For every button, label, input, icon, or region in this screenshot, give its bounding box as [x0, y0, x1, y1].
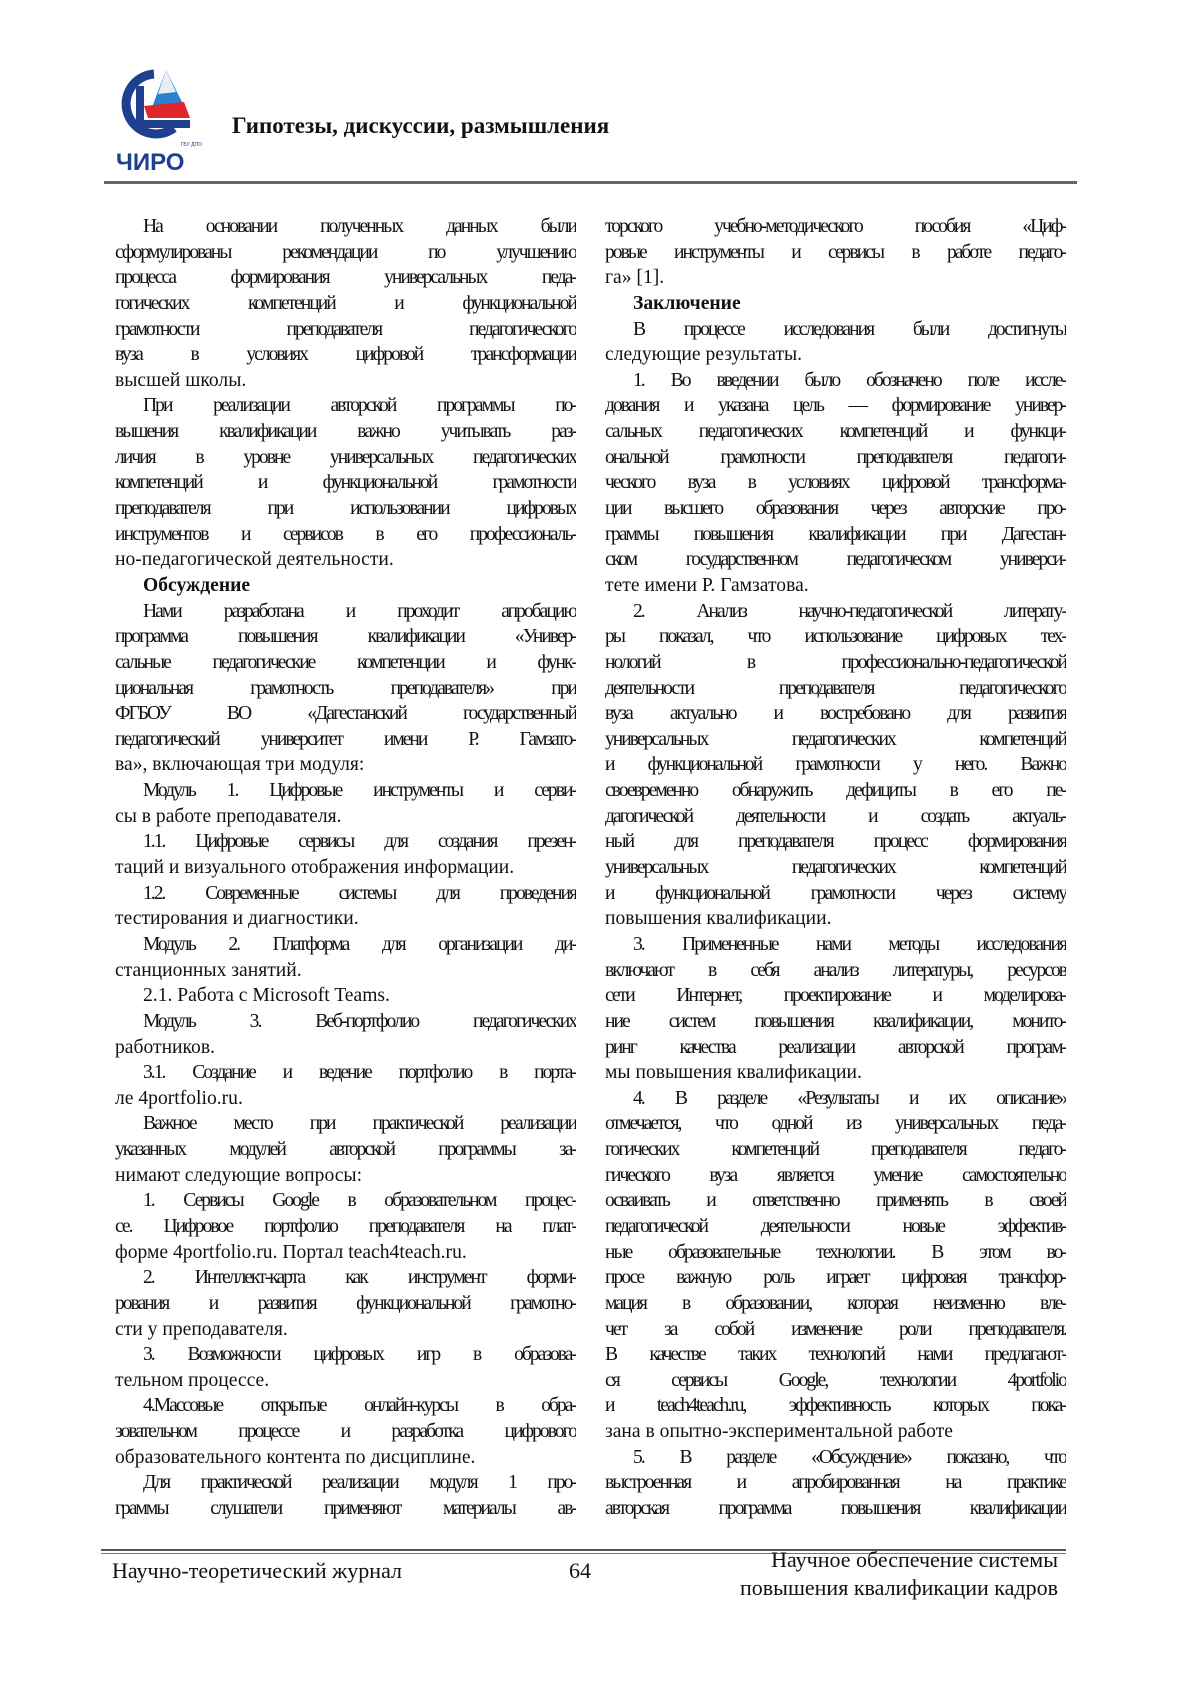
text-line — [115, 265, 576, 291]
text-line — [605, 445, 1066, 471]
text-line — [605, 1470, 1066, 1496]
text-line — [115, 1035, 576, 1061]
text-line-content: 3. Возможности цифровых игр в образова- — [143, 1344, 576, 1365]
footer-series-line1: Научное обеспечение системы — [740, 1546, 1058, 1574]
text-line-content: циональная грамотность преподавателя» при — [115, 678, 576, 699]
text-line-content: педагогической деятельности новые эффектив- — [605, 1216, 1066, 1237]
text-line-content: осваивать и ответственно применять в своей — [605, 1190, 1066, 1211]
text-line — [115, 419, 576, 445]
text-line — [605, 1393, 1066, 1419]
text-line-content: сы в работе преподавателя. — [115, 806, 342, 827]
text-line-content: таций и визуального отображения информации. — [115, 857, 514, 878]
text-line-content: процесса формирования универсальных педа- — [115, 267, 576, 288]
text-line-content: грамотности преподавателя педагогического — [115, 319, 576, 340]
text-line — [115, 906, 576, 932]
text-line-content: тельном процессе. — [115, 1370, 269, 1391]
paragraph — [115, 1188, 576, 1265]
text-line — [605, 701, 1066, 727]
text-line-content: сальные педагогические компетенции и функ- — [115, 652, 576, 673]
text-line-content: 4. В разделе «Результаты и их описание» — [633, 1088, 1066, 1109]
text-line-content: и функциональной грамотности через систему — [605, 883, 1066, 904]
text-line — [115, 547, 576, 573]
text-line — [605, 804, 1066, 830]
paragraph — [115, 983, 576, 1009]
text-line — [115, 445, 576, 471]
text-line — [605, 240, 1066, 266]
text-line-content: мы повышения квалификации. — [605, 1062, 862, 1083]
text-line-content: 1. Сервисы Google в образовательном процес- — [143, 1190, 576, 1211]
text-line — [115, 727, 576, 753]
text-line — [115, 496, 576, 522]
paragraph — [115, 393, 576, 572]
paragraph — [605, 1086, 1066, 1445]
text-line — [605, 1265, 1066, 1291]
paragraph — [605, 599, 1066, 932]
text-line-content: и teach4teach.ru, эффективность которых пока- — [605, 1395, 1066, 1416]
paragraph — [115, 1111, 576, 1188]
text-line-content: 2. Интеллект-карта как инструмент форми- — [143, 1267, 576, 1288]
text-line — [605, 932, 1066, 958]
text-line-content: ры показал, что использование цифровых тех- — [605, 626, 1066, 647]
text-line-content: сальных педагогических компетенций и функци- — [605, 421, 1066, 442]
paragraph — [115, 1393, 576, 1470]
text-line — [605, 599, 1066, 625]
text-line — [605, 727, 1066, 753]
paragraph — [115, 1060, 576, 1111]
text-line — [605, 881, 1066, 907]
text-line — [605, 419, 1066, 445]
text-line — [115, 214, 576, 240]
text-line-content: га» [1]. — [605, 267, 664, 288]
header-divider — [104, 181, 1077, 184]
text-line-content: своевременно обнаружить дефициты в его пе- — [605, 780, 1066, 801]
paragraph — [115, 932, 576, 983]
text-line — [605, 958, 1066, 984]
text-line — [605, 1342, 1066, 1368]
text-line — [115, 701, 576, 727]
text-line — [115, 829, 576, 855]
text-line-content: торского учебно-методического пособия «Циф- — [605, 216, 1066, 237]
text-line — [605, 1368, 1066, 1394]
text-line-content: ный для преподавателя процесс формирования — [605, 831, 1066, 852]
text-line — [605, 470, 1066, 496]
text-line-content: дагогической деятельности и создать актуаль- — [605, 806, 1066, 827]
text-line-content: ринг качества реализации авторской програм- — [605, 1037, 1066, 1058]
text-line-content: Важное место при практической реализации — [143, 1113, 576, 1134]
text-line — [605, 1317, 1066, 1343]
text-line-content: педагогический университет имени Р. Гамзато- — [115, 729, 576, 750]
text-line-content: ции высшего образования через авторские про- — [605, 498, 1066, 519]
text-line — [115, 1342, 576, 1368]
text-line-content: инструментов и сервисов в его профессиональ- — [115, 524, 576, 545]
text-line-content: компетенций и функциональной грамотности — [115, 472, 576, 493]
text-line — [115, 983, 576, 1009]
text-line-content: 4.Массовые открытые онлайн-курсы в обра- — [143, 1395, 576, 1416]
text-line-content: просе важную роль играет цифровая трансфор- — [605, 1267, 1066, 1288]
text-line — [605, 522, 1066, 548]
text-line — [115, 522, 576, 548]
text-line-content: универсальных педагогических компетенций — [605, 857, 1066, 878]
text-line-content: зовательном процессе и разработка цифрового — [115, 1421, 576, 1442]
right-column — [605, 214, 1066, 1522]
text-line-content: 5. В разделе «Обсуждение» показано, что — [633, 1447, 1066, 1468]
text-line-content: Модуль 2. Платформа для организации ди- — [143, 934, 576, 955]
text-line-content: вуза актуально и востребовано для развития — [605, 703, 1066, 724]
text-line-content: образовательного контента по дисциплине. — [115, 1447, 475, 1468]
text-line-content: се. Цифровое портфолио преподавателя на плат- — [115, 1216, 576, 1237]
paragraph — [605, 214, 1066, 291]
text-line-content: Нами разработана и проходит апробацию — [143, 601, 576, 622]
text-line-content: 2.1. Работа с Microsoft Teams. — [143, 985, 390, 1006]
text-line — [605, 676, 1066, 702]
text-line-content: ском государственном педагогическом универси- — [605, 549, 1066, 570]
text-line-content: рования и развития функциональной грамотно- — [115, 1293, 576, 1314]
text-line — [605, 778, 1066, 804]
text-line-content: 1. Во введении было обозначено поле иссле- — [633, 370, 1066, 391]
text-line — [605, 906, 1066, 932]
text-line — [115, 1111, 576, 1137]
text-line — [115, 368, 576, 394]
text-line — [605, 214, 1066, 240]
paragraph — [115, 1009, 576, 1060]
text-line-content: вуза в условиях цифровой трансформации — [115, 344, 576, 365]
text-line-content: сформулированы рекомендации по улучшению — [115, 242, 576, 263]
text-line-content: ческого вуза в условиях цифровой трансформа- — [605, 472, 1066, 493]
text-line — [115, 1368, 576, 1394]
text-line-content: нимают следующие вопросы: — [115, 1165, 362, 1186]
text-line — [115, 1496, 576, 1522]
text-line — [605, 1445, 1066, 1471]
text-line-content: ровые инструменты и сервисы в работе педаго- — [605, 242, 1066, 263]
text-line-content: Заключение — [633, 293, 741, 314]
text-line — [605, 983, 1066, 1009]
text-line — [605, 1240, 1066, 1266]
text-line — [605, 265, 1066, 291]
text-line — [605, 1137, 1066, 1163]
text-line-content: деятельности преподавателя педагогического — [605, 678, 1066, 699]
text-line-content: гического вуза является умение самостоятельно — [605, 1165, 1066, 1186]
text-line — [605, 496, 1066, 522]
text-line-content: нологий в профессионально-педагогической — [605, 652, 1066, 673]
footer-series-line2: повышения квалификации кадров — [740, 1574, 1058, 1602]
paragraph — [605, 932, 1066, 1086]
text-line — [115, 1137, 576, 1163]
text-line-content: 2. Анализ научно-педагогической литерату- — [633, 601, 1066, 622]
text-line-content: сети Интернет, проектирование и моделирова- — [605, 985, 1066, 1006]
text-line — [115, 317, 576, 343]
paragraph — [115, 1265, 576, 1342]
text-line-content: гогических компетенций и функциональной — [115, 293, 576, 314]
text-line — [115, 650, 576, 676]
text-line-content: граммы повышения квалификации при Дагестан- — [605, 524, 1066, 545]
text-line — [115, 1445, 576, 1471]
text-line — [605, 393, 1066, 419]
text-line — [115, 1240, 576, 1266]
text-line-content: мация в образовании, которая неизменно вле- — [605, 1293, 1066, 1314]
text-line-content: ся сервисы Google, технологии 4portfolio — [605, 1370, 1066, 1391]
text-line-content: чет за собой изменение роли преподавателя. — [605, 1319, 1066, 1340]
text-line-content: Для практической реализации модуля 1 про- — [143, 1472, 576, 1493]
text-line-content: При реализации авторской программы по- — [143, 395, 576, 416]
text-line — [605, 1035, 1066, 1061]
text-line — [605, 1163, 1066, 1189]
text-line — [115, 240, 576, 266]
text-line — [605, 855, 1066, 881]
text-line-content: и функциональной грамотности у него. Важно — [605, 754, 1066, 775]
text-line — [605, 573, 1066, 599]
text-line-content: Обсуждение — [143, 575, 250, 596]
text-line — [605, 1060, 1066, 1086]
text-line-content: отмечается, что одной из универсальных педа- — [605, 1113, 1066, 1134]
text-line-content: указанных модулей авторской программы за- — [115, 1139, 576, 1160]
text-line — [115, 1393, 576, 1419]
logo-text: ЧИРО — [116, 149, 184, 174]
text-line-content: дования и указана цель — формирование универ- — [605, 395, 1066, 416]
footer-journal: Научно-теоретический журнал — [112, 1558, 402, 1584]
text-line — [115, 778, 576, 804]
text-line — [605, 1188, 1066, 1214]
text-line-content: сти у преподавателя. — [115, 1319, 288, 1340]
text-line-content: Модуль 3. Веб-портфолио педагогических — [143, 1011, 576, 1032]
text-line — [115, 1317, 576, 1343]
paragraph — [115, 599, 576, 778]
text-line — [605, 342, 1066, 368]
text-line — [605, 1086, 1066, 1112]
paragraph — [605, 368, 1066, 599]
logo-subtext: ГБУ ДПО — [181, 142, 202, 148]
text-line-content: включают в себя анализ литературы, ресурсов — [605, 960, 1066, 981]
text-line — [115, 1086, 576, 1112]
text-line-content: граммы слушатели применяют материалы ав- — [115, 1498, 576, 1519]
text-line-content: тестирования и диагностики. — [115, 908, 359, 929]
text-line — [115, 958, 576, 984]
text-line — [605, 291, 1066, 317]
text-line — [605, 1111, 1066, 1137]
text-line — [605, 317, 1066, 343]
text-line-content: авторская программа повышения квалификации — [605, 1498, 1066, 1519]
text-line — [605, 368, 1066, 394]
paragraph — [115, 778, 576, 829]
text-line-content: ные образовательные технологии. В этом во- — [605, 1242, 1066, 1263]
text-line-content: В качестве таких технологий нами предлагают- — [605, 1344, 1066, 1365]
section-title: Гипотезы, дискуссии, размышления — [232, 113, 609, 139]
paragraph — [115, 1470, 576, 1521]
text-line-content: 1.1. Цифровые сервисы для создания презен- — [143, 831, 576, 852]
text-line-content: В процессе исследования были достигнуты — [633, 319, 1066, 340]
text-line — [115, 291, 576, 317]
text-line — [115, 342, 576, 368]
text-line — [115, 752, 576, 778]
text-line — [605, 547, 1066, 573]
text-line — [115, 1265, 576, 1291]
text-line — [115, 881, 576, 907]
text-line — [115, 1470, 576, 1496]
text-line-content: Модуль 1. Цифровые инструменты и серви- — [143, 780, 576, 801]
text-line — [115, 676, 576, 702]
text-line-content: ле 4portfolio.ru. — [115, 1088, 243, 1109]
text-line-content: следующие результаты. — [605, 344, 802, 365]
text-line-content: ние систем повышения квалификации, монито- — [605, 1011, 1066, 1032]
paragraph — [605, 317, 1066, 368]
text-line — [115, 393, 576, 419]
text-line — [605, 752, 1066, 778]
paragraph — [115, 881, 576, 932]
text-line-content: преподавателя при использовании цифровых — [115, 498, 576, 519]
text-line — [115, 624, 576, 650]
paragraph — [605, 1445, 1066, 1522]
chiro-logo — [114, 66, 206, 174]
section-heading — [115, 573, 576, 599]
text-line-content: личия в уровне универсальных педагогических — [115, 447, 576, 468]
text-line-content: программа повышения квалификации «Универ- — [115, 626, 576, 647]
text-line — [605, 829, 1066, 855]
text-line — [605, 1009, 1066, 1035]
text-line — [605, 1496, 1066, 1522]
text-line-content: тете имени Р. Гамзатова. — [605, 575, 809, 596]
text-line-content: 3.1. Создание и ведение портфолио в порта- — [143, 1062, 576, 1083]
text-line-content: ва», включающая три модуля: — [115, 754, 364, 775]
text-line-content: ональной грамотности преподавателя педагоги- — [605, 447, 1066, 468]
text-line-content: вышения квалификации важно учитывать раз- — [115, 421, 576, 442]
paragraph — [115, 214, 576, 393]
text-line-content: 3. Примененные нами методы исследования — [633, 934, 1066, 955]
text-line-content: ФГБОУ ВО «Дагестанский государственный — [115, 703, 576, 724]
text-line-content: форме 4portfolio.ru. Портал teach4teach.ru. — [115, 1242, 467, 1263]
text-line-content: зана в опытно-экспериментальной работе — [605, 1421, 953, 1442]
left-column — [115, 214, 576, 1522]
text-line-content: 1.2. Современные системы для проведения — [143, 883, 576, 904]
text-line — [115, 1214, 576, 1240]
section-heading — [605, 291, 1066, 317]
text-line — [115, 804, 576, 830]
footer-series — [740, 1546, 1058, 1602]
text-line — [115, 1009, 576, 1035]
text-line-content: станционных занятий. — [115, 960, 302, 981]
text-line — [115, 855, 576, 881]
text-line — [605, 1291, 1066, 1317]
page-number: 64 — [569, 1558, 591, 1584]
text-line — [115, 573, 576, 599]
text-line — [605, 1419, 1066, 1445]
text-line — [115, 1163, 576, 1189]
text-line-content: гогических компетенций преподавателя педаго- — [605, 1139, 1066, 1160]
text-line — [115, 599, 576, 625]
text-line-content: работников. — [115, 1037, 215, 1058]
text-line-content: универсальных педагогических компетенций — [605, 729, 1066, 750]
paragraph — [115, 1342, 576, 1393]
text-line — [115, 1291, 576, 1317]
text-line-content: выстроенная и апробированная на практике — [605, 1472, 1066, 1493]
text-line-content: высшей школы. — [115, 370, 246, 391]
text-line — [605, 650, 1066, 676]
paragraph — [115, 829, 576, 880]
text-line-content: повышения квалификации. — [605, 908, 831, 929]
text-line — [605, 624, 1066, 650]
text-line — [605, 1214, 1066, 1240]
text-line-content: но-педагогической деятельности. — [115, 549, 394, 570]
text-line — [115, 470, 576, 496]
text-line — [115, 1419, 576, 1445]
text-line — [115, 932, 576, 958]
text-line — [115, 1060, 576, 1086]
text-line — [115, 1188, 576, 1214]
text-line-content: На основании полученных данных были — [143, 216, 576, 237]
